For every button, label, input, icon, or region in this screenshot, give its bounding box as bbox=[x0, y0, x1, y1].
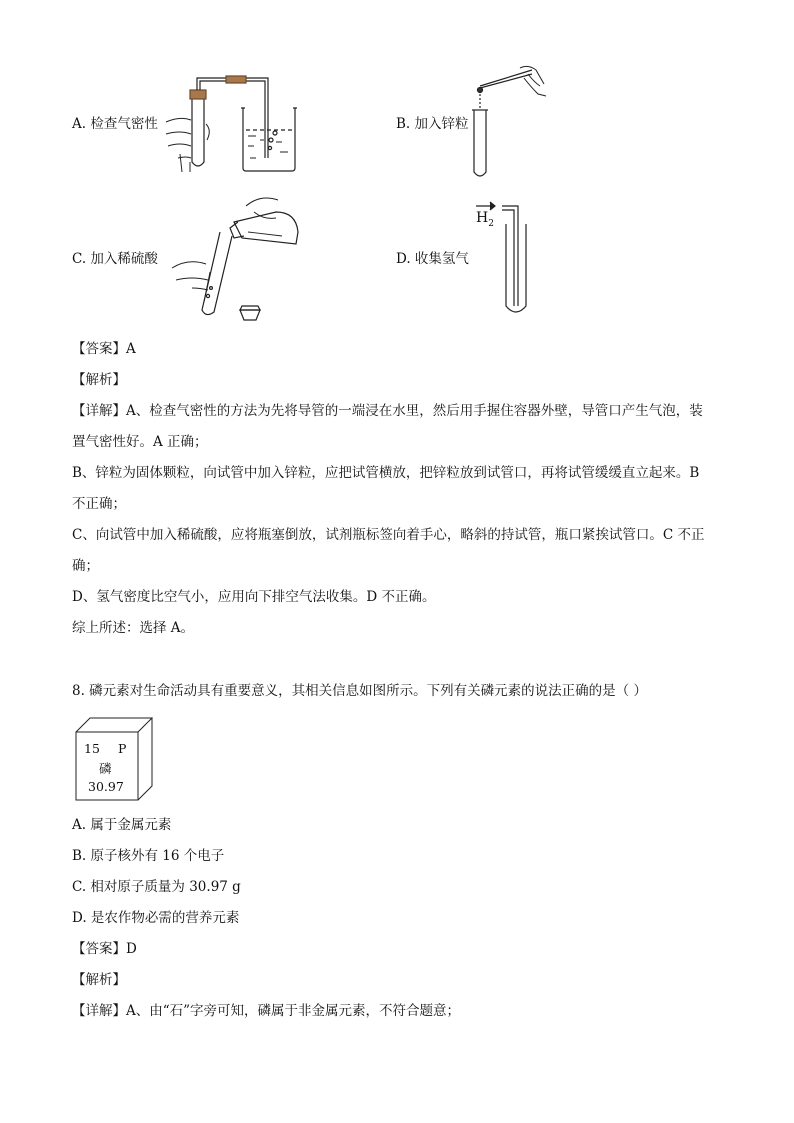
option-c-label: C. 加入稀硫酸 bbox=[72, 251, 158, 267]
option-d-label: D. 收集氢气 bbox=[396, 251, 469, 267]
adding-acid-figure bbox=[164, 192, 304, 327]
element-card bbox=[74, 716, 154, 802]
q7-analysis-heading: 【解析】 bbox=[72, 372, 126, 388]
q7-detail-line: 置气密性好。A 正确； bbox=[72, 434, 208, 450]
q8-detail-line: 【详解】A、由“石”字旁可知，磷属于非金属元素，不符合题意； bbox=[72, 1003, 461, 1019]
q8-stem: 8. 磷元素对生命活动具有重要意义，其相关信息如图所示。下列有关磷元素的说法正确的是（ ） bbox=[72, 683, 647, 699]
q7-detail-line: B、锌粒为固体颗粒，向试管中加入锌粒，应把试管横放，把锌粒放到试管口，再将试管缓缓直立起来。B bbox=[72, 465, 700, 481]
adding-zinc-figure bbox=[468, 64, 548, 182]
q8-option-d: D. 是农作物必需的营养元素 bbox=[72, 910, 240, 926]
q7-detail bbox=[72, 396, 724, 644]
atomic-mass: 30.97 bbox=[88, 779, 124, 794]
q7-detail-line: 不正确； bbox=[72, 496, 126, 512]
q8-option-c: C. 相对原子质量为 30.97 g bbox=[72, 879, 241, 895]
atomic-number: 15 bbox=[84, 741, 100, 756]
element-symbol: P bbox=[118, 741, 127, 756]
q7-detail-line: 确； bbox=[72, 558, 99, 574]
option-b-label: B. 加入锌粒 bbox=[396, 116, 469, 132]
h2-label: $H_2$ bbox=[476, 210, 494, 229]
element-name: 磷 bbox=[99, 761, 112, 776]
q7-detail-line: D、氢气密度比空气小，应用向下排空气法收集。D 不正确。 bbox=[72, 589, 436, 605]
q8-analysis-heading: 【解析】 bbox=[72, 972, 126, 988]
q7-answer: 【答案】A bbox=[72, 341, 136, 357]
q8-answer: 【答案】D bbox=[72, 941, 137, 957]
q7-detail-line: C、向试管中加入稀硫酸，应将瓶塞倒放，试剂瓶标签向着手心，略斜的持试管，瓶口紧挨试管口。C 不正 bbox=[72, 527, 705, 543]
q8-option-a: A. 属于金属元素 bbox=[72, 817, 172, 833]
q8-option-b: B. 原子核外有 16 个电子 bbox=[72, 848, 225, 864]
airtightness-check-figure bbox=[160, 70, 310, 175]
q7-detail-line: 【详解】A、检查气密性的方法为先将导管的一端浸在水里，然后用手握住容器外壁，导管口产生气泡，装 bbox=[72, 403, 703, 419]
q8-options bbox=[72, 810, 724, 1027]
q7-detail-line: 综上所述：选择 A。 bbox=[72, 620, 195, 636]
option-a-label: A. 检查气密性 bbox=[72, 116, 158, 132]
